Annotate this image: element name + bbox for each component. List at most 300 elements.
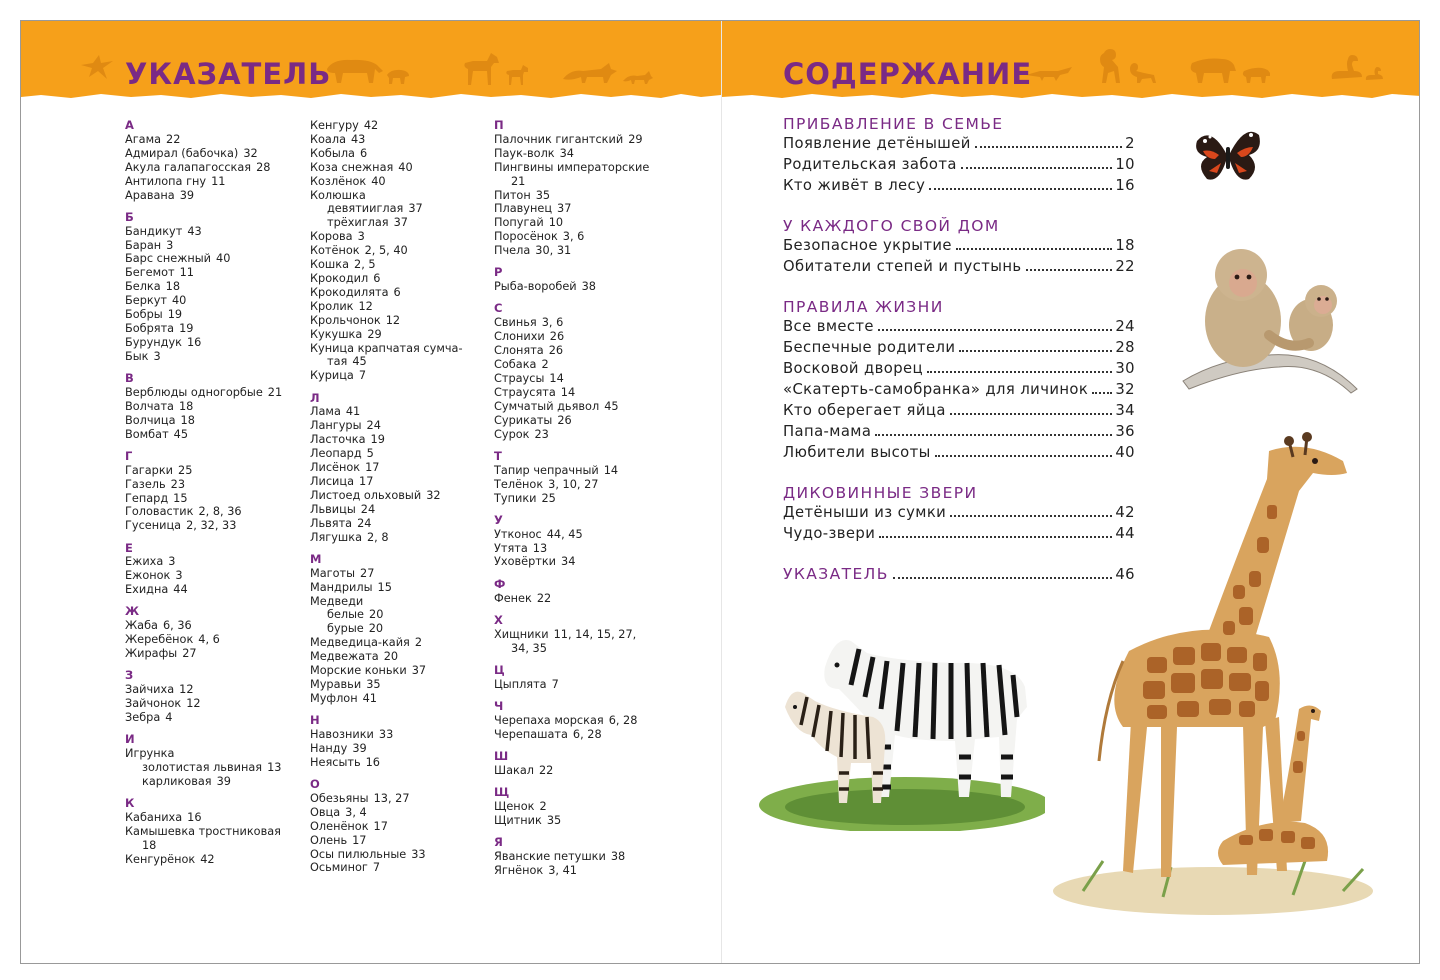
index-entry-pages: 11, 14, 15, 27,	[553, 627, 637, 641]
index-entry-pages: 30, 31	[535, 244, 572, 258]
index-entry-name: Кукушка	[310, 327, 363, 341]
index-entry-pages: 19	[167, 308, 183, 322]
toc-section-title[interactable]: ПРИБАВЛЕНИЕ В СЕМЬЕ	[783, 115, 1004, 133]
index-entry-pages: 34	[561, 555, 576, 569]
index-entry-pages: 21	[267, 385, 283, 399]
index-entry	[125, 280, 300, 294]
index-entry	[494, 202, 679, 216]
piglet-silhouette-icon	[385, 67, 411, 85]
index-entry-pages: 18	[180, 413, 195, 427]
index-entry-pages: 13, 27	[373, 791, 410, 805]
index-entry	[494, 678, 679, 692]
toc-entry[interactable]	[783, 256, 1135, 277]
index-letter: Щ	[494, 785, 510, 800]
index-entry-name: Олень	[310, 833, 348, 847]
index-entry-name: Колюшка	[310, 188, 366, 202]
index-entry-name: Жеребёнок	[125, 633, 194, 647]
index-entry	[125, 322, 300, 336]
index-entry-name: Сурок	[494, 427, 530, 441]
index-entry-pages: 6, 28	[572, 727, 602, 741]
index-entry	[125, 569, 300, 583]
index-letter: З	[125, 668, 134, 683]
index-entry-name: Гусеница	[125, 519, 182, 533]
index-entry-pages: 39	[216, 775, 231, 789]
index-entry-name: Жаба	[125, 619, 158, 633]
index-entry	[125, 839, 300, 853]
index-entry-name: Ласточка	[310, 433, 366, 447]
index-entry	[310, 161, 485, 175]
index-entry	[310, 792, 485, 806]
index-entry	[310, 433, 485, 447]
index-entry-pages: 12	[358, 299, 373, 313]
index-entry-name: Листоед ольховый	[310, 488, 422, 502]
foal-silhouette-icon	[503, 63, 531, 87]
index-entry-pages: 19	[370, 433, 385, 447]
index-entry	[494, 764, 679, 778]
fox-cub-silhouette-icon	[621, 69, 655, 85]
index-entry-name: Попугай	[494, 216, 544, 230]
index-entry-name: Лисёнок	[310, 461, 361, 475]
index-entry	[494, 386, 679, 400]
index-entry-name: Вомбат	[125, 427, 169, 441]
index-entry-pages: 3	[166, 238, 174, 252]
index-entry-pages: 16	[365, 755, 380, 769]
toc-entry-page: 34	[1115, 402, 1135, 419]
index-entry-name: Крокодилята	[310, 285, 389, 299]
index-entry-name: тая	[327, 355, 348, 369]
index-entry-name: Черепаха морская	[494, 713, 604, 727]
index-entry	[494, 161, 679, 175]
index-entry-name: Нанду	[310, 741, 348, 755]
index-entry-pages: 37	[557, 202, 572, 216]
index-entry-pages: 12	[385, 313, 401, 327]
index-letter: Б	[125, 209, 134, 224]
index-entry-name: Сумчатый дьявол	[494, 399, 600, 413]
index-entry	[494, 428, 679, 442]
index-entry-pages: 37	[408, 202, 423, 216]
index-entry-name: Паук-волк	[494, 146, 555, 160]
index-entry-pages: 27	[182, 647, 197, 661]
toc-entry[interactable]	[783, 358, 1135, 379]
index-entry-pages: 24	[360, 502, 376, 516]
index-entry-name: Баран	[125, 238, 162, 252]
swan-silhouette-icon	[1328, 53, 1364, 83]
index-entry-pages: 38	[610, 849, 626, 863]
index-letter: Е	[125, 540, 133, 555]
index-entry-name: Ежиха	[125, 555, 164, 569]
index-entry-pages: 14	[603, 463, 619, 477]
index-entry-name: Гепард	[125, 491, 169, 505]
index-entry-pages: 2, 8	[367, 530, 389, 544]
toc-entry[interactable]	[783, 235, 1135, 256]
index-entry-name: Куница крапчатая сумча-	[310, 341, 463, 355]
index-entry	[494, 244, 679, 258]
toc-entry-label: «Скатерть-самобранка» для личинок	[783, 381, 1089, 398]
index-entry	[125, 252, 300, 266]
index-entry-pages: 7	[358, 369, 367, 383]
index-entry	[125, 266, 300, 280]
index-entry	[310, 678, 485, 692]
index-entry-name: Уховёртки	[494, 555, 557, 569]
index-entry-pages: 18	[178, 399, 194, 413]
index-entry-name: Медведица-кайя	[310, 636, 410, 650]
index-letter: Х	[494, 612, 503, 627]
index-entry-pages: 40	[171, 294, 187, 308]
index-entry-pages: 41	[362, 691, 377, 705]
index-entry	[125, 225, 300, 239]
index-entry	[310, 567, 485, 581]
toc-entry-page: 28	[1115, 339, 1135, 356]
index-entry-name: Утконос	[494, 527, 542, 541]
index-entry	[125, 414, 300, 428]
index-entry	[494, 555, 679, 569]
index-entry-name: трёхиглая	[327, 216, 389, 230]
index-entry-pages: 24	[357, 516, 372, 530]
page-gutter	[721, 21, 722, 964]
bear-cub-silhouette-icon	[1240, 65, 1272, 85]
index-entry-name: Слонихи	[494, 330, 545, 344]
butterfly-illustration	[1193, 121, 1263, 187]
index-entry	[310, 119, 485, 133]
index-entry	[125, 683, 300, 697]
index-entry-name: Корова	[310, 230, 353, 244]
index-entry	[494, 280, 679, 294]
index-entry	[310, 608, 485, 622]
index-entry	[125, 519, 300, 533]
index-entry-name: Волчица	[125, 413, 176, 427]
index-entry	[494, 628, 679, 642]
index-entry-pages: 37	[393, 216, 408, 230]
index-entry-pages: 6	[359, 146, 368, 160]
index-entry-pages: 3, 4	[345, 805, 367, 819]
index-letter: Ж	[125, 604, 140, 619]
index-entry-name: Кролик	[310, 299, 354, 313]
toc-entry[interactable]	[783, 316, 1135, 337]
toc-entry-label: Обитатели степей и пустынь	[783, 258, 1022, 275]
index-entry	[125, 189, 300, 203]
toc-entry[interactable]	[783, 337, 1135, 358]
index-entry	[310, 531, 485, 545]
index-entry-name: Барс снежный	[125, 252, 212, 266]
index-entry-pages: 25	[178, 463, 193, 477]
toc-entry-page: 22	[1115, 258, 1135, 275]
index-entry	[310, 861, 485, 875]
index-entry-pages: 11	[211, 174, 226, 188]
index-entry	[494, 528, 679, 542]
index-entry	[310, 622, 485, 636]
toc-entry-page: 16	[1115, 177, 1135, 194]
index-entry-name: Козлёнок	[310, 174, 367, 188]
index-entry-pages: 27	[360, 566, 375, 580]
index-entry-pages: 5	[366, 447, 374, 461]
index-entry-pages: 6, 36	[162, 619, 192, 633]
index-entry-name: Бобры	[125, 308, 163, 322]
index-letter: Г	[125, 448, 133, 463]
index-letter: Л	[310, 390, 320, 405]
index-entry-name: Осы пилюльные	[310, 847, 407, 861]
index-entry-name: Кошка	[310, 258, 350, 272]
index-letter: У	[494, 512, 503, 527]
monkey-cub-silhouette-icon	[1126, 61, 1158, 85]
index-entry	[494, 542, 679, 556]
toc-entry-page: 36	[1115, 423, 1135, 440]
index-entry	[125, 697, 300, 711]
toc-entry-page: 2	[1125, 135, 1135, 152]
index-entry-pages: 32	[426, 488, 441, 502]
index-entry-pages: 43	[351, 132, 366, 146]
dot-leader	[927, 371, 1112, 373]
index-entry-name: бурые	[327, 622, 364, 636]
index-entry-name: Муравьи	[310, 677, 362, 691]
toc-entry-label: Чудо-звери	[783, 525, 876, 542]
toc-entry-page: 10	[1115, 156, 1135, 173]
index-entry-name: Ягнёнок	[494, 863, 544, 877]
index-letter: А	[125, 118, 134, 132]
index-entry	[310, 244, 485, 258]
index-entry-pages: 44, 45	[546, 527, 583, 541]
index-entry-pages: 37	[411, 664, 427, 678]
index-entry-name: Верблюды одногорбые	[125, 385, 263, 399]
index-entry-name: Муфлон	[310, 691, 358, 705]
fox-silhouette-icon	[561, 61, 621, 85]
toc-section-title[interactable]: ПРАВИЛА ЖИЗНИ	[783, 298, 944, 316]
toc-entry-label: Кто оберегает яйца	[783, 402, 946, 419]
toc-entry[interactable]	[783, 400, 1135, 421]
toc-section-title[interactable]: У КАЖДОГО СВОЙ ДОМ	[783, 217, 1000, 235]
index-entry	[310, 475, 485, 489]
toc-section-title[interactable]: ДИКОВИННЫЕ ЗВЕРИ	[783, 484, 978, 502]
index-entry-name: Пчела	[494, 244, 531, 258]
index-entry	[494, 728, 679, 742]
index-entry	[310, 461, 485, 475]
index-entry	[125, 336, 300, 350]
index-entry-pages: 3, 6	[562, 230, 585, 244]
index-entry-pages: 20	[369, 608, 384, 622]
dot-leader	[950, 413, 1113, 415]
index-entry-name: Курица	[310, 369, 354, 383]
index-entry-pages: 35	[535, 188, 551, 202]
index-entry-pages: 44	[173, 583, 188, 597]
index-entry	[310, 133, 485, 147]
index-entry	[125, 505, 300, 519]
index-entry-pages: 6, 28	[608, 713, 638, 727]
dot-leader	[878, 329, 1112, 331]
index-entry-name: Телёнок	[494, 477, 544, 491]
index-entry	[125, 825, 300, 839]
index-letter: О	[310, 776, 320, 791]
index-entry-pages: 40	[371, 174, 386, 188]
index-entry-name: Котёнок	[310, 244, 360, 258]
index-entry-pages: 13	[267, 761, 282, 775]
index-entry-name: Крольчонок	[310, 313, 381, 327]
index-entry-pages: 23	[534, 427, 549, 441]
toc-entry[interactable]	[783, 175, 1135, 196]
index-entry-pages: 39	[179, 188, 195, 202]
index-entry-name: Обезьяны	[310, 791, 369, 805]
index-entry	[494, 592, 679, 606]
index-entry-name: Тупики	[494, 491, 537, 505]
index-letter: Т	[494, 448, 502, 463]
index-entry-pages: 26	[548, 344, 564, 358]
toc-entry-label: Появление детёнышей	[783, 135, 971, 152]
index-entry-pages: 18	[165, 280, 181, 294]
index-letter: И	[125, 732, 135, 747]
index-letter: В	[125, 371, 134, 385]
index-letter: К	[125, 796, 135, 811]
index-entry-name: Бурундук	[125, 335, 182, 349]
index-entry-pages: 3, 6	[541, 316, 564, 330]
index-entry-pages: 15	[173, 491, 188, 505]
index-entry	[494, 344, 679, 358]
toc-entry-label: Безопасное укрытие	[783, 237, 952, 254]
index-entry-pages: 38	[581, 280, 596, 294]
index-entry	[310, 419, 485, 433]
index-entry-name: Черепашата	[494, 727, 568, 741]
index-entry-pages: 11	[179, 266, 194, 280]
index-entry-name: Собака	[494, 358, 537, 372]
index-entry-pages: 22	[166, 132, 181, 146]
index-entry-name: Тапир чепрачный	[494, 463, 599, 477]
index-entry	[494, 230, 679, 244]
index-entry-pages: 45	[352, 355, 367, 369]
index-entry-name: Лягушка	[310, 530, 362, 544]
index-entry	[310, 664, 485, 678]
index-entry	[310, 447, 485, 461]
index-entry	[310, 650, 485, 664]
index-entry	[310, 405, 485, 419]
index-entry-pages: 26	[557, 413, 572, 427]
index-entry	[125, 239, 300, 253]
index-entry-name: Кабаниха	[125, 811, 183, 825]
index-entry	[125, 175, 300, 189]
index-entry-pages: 23	[170, 477, 186, 491]
index-entry	[310, 175, 485, 189]
index-entry-name: Коала	[310, 132, 346, 146]
index-entry	[494, 850, 679, 864]
dot-leader	[956, 248, 1112, 250]
dot-leader	[961, 167, 1112, 169]
index-entry-name: Сурикаты	[494, 413, 553, 427]
index-entry-pages: 4	[165, 711, 173, 725]
index-entry	[125, 478, 300, 492]
index-entry-name: Мандрилы	[310, 580, 373, 594]
index-letter: Ш	[494, 748, 509, 763]
index-entry-pages: 41	[345, 405, 361, 419]
index-entry-pages: 17	[373, 819, 388, 833]
index-entry-pages: 29	[628, 132, 643, 146]
index-entry-pages: 43	[187, 224, 202, 238]
book-spread	[20, 20, 1420, 964]
toc-entry-page: 30	[1115, 360, 1135, 377]
index-entry-name: Ехидна	[125, 583, 169, 597]
index-entry	[310, 300, 485, 314]
contents-heading: СОДЕРЖАНИЕ	[783, 57, 1033, 91]
index-entry-name: Кобыла	[310, 146, 355, 160]
index-entry-name: Бандикут	[125, 224, 183, 238]
index-entry-name: Кенгурёнок	[125, 852, 196, 866]
index-entry	[125, 761, 300, 775]
index-entry-name: Навозники	[310, 727, 374, 741]
index-entry	[125, 853, 300, 867]
index-entry	[310, 834, 485, 848]
toc-entry[interactable]	[783, 133, 1135, 154]
index-entry	[125, 308, 300, 322]
torn-edge	[722, 91, 1420, 99]
tapir-silhouette-icon	[323, 55, 385, 85]
index-entry-pages: 25	[541, 491, 556, 505]
index-entry	[125, 619, 300, 633]
index-entry-pages: 19	[179, 321, 194, 335]
index-entry-name: Зайчонок	[125, 697, 182, 711]
index-column-1	[125, 119, 300, 867]
index-entry-pages: 32	[243, 146, 258, 160]
index-entry-name: Крокодил	[310, 271, 369, 285]
index-entry	[125, 133, 300, 147]
index-entry-pages: 3	[357, 230, 365, 244]
toc-entry-label: Восковой дворец	[783, 360, 923, 377]
index-entry	[125, 464, 300, 478]
index-entry-name: Страусы	[494, 372, 545, 385]
index-entry	[494, 400, 679, 414]
index-entry	[125, 811, 300, 825]
toc-entry[interactable]	[783, 379, 1135, 400]
toc-entry-page: 44	[1115, 525, 1135, 542]
index-entry	[494, 189, 679, 203]
index-letter: Н	[310, 713, 320, 728]
index-entry-pages: 12	[186, 697, 201, 711]
horse-silhouette-icon	[461, 51, 503, 87]
index-entry	[125, 386, 300, 400]
index-entry	[494, 814, 679, 828]
index-entry	[494, 147, 679, 161]
index-entry	[310, 756, 485, 770]
index-entry	[310, 147, 485, 161]
index-entry-pages: 17	[365, 461, 380, 475]
index-entry-name: Аравана	[125, 188, 175, 202]
index-entry-name: Медвежата	[310, 650, 379, 664]
torn-edge	[21, 91, 721, 99]
index-entry	[310, 742, 485, 756]
toc-entry[interactable]	[783, 154, 1135, 175]
index-entry-name: Газель	[125, 477, 166, 491]
index-entry-name: Акула галапагосская	[125, 160, 252, 174]
dot-leader	[929, 188, 1112, 190]
index-entry	[494, 464, 679, 478]
toc-entry-label: Кто живёт в лесу	[783, 177, 926, 194]
index-entry-name: 34, 35	[511, 641, 547, 655]
index-entry	[310, 272, 485, 286]
index-entry	[310, 216, 485, 230]
index-entry	[310, 517, 485, 531]
index-entry	[310, 258, 485, 272]
index-entry-name: Утята	[494, 541, 528, 555]
index-entry-pages: 14	[560, 385, 576, 399]
index-entry	[494, 800, 679, 814]
index-entry-name: Овца	[310, 805, 341, 819]
index-entry-pages: 7	[551, 677, 559, 691]
index-entry-pages: 35	[546, 813, 562, 827]
index-entry-pages: 2, 8, 36	[198, 505, 242, 519]
toc-index-label: УКАЗАТЕЛЬ	[783, 565, 889, 583]
index-entry	[494, 864, 679, 878]
index-entry	[494, 372, 679, 386]
index-entry	[494, 216, 679, 230]
toc-entry-page: 42	[1115, 504, 1135, 521]
index-entry	[125, 647, 300, 661]
index-entry-pages: 40	[398, 160, 413, 174]
index-entry-name: Беркут	[125, 294, 167, 308]
index-entry-name: Львята	[310, 516, 353, 530]
